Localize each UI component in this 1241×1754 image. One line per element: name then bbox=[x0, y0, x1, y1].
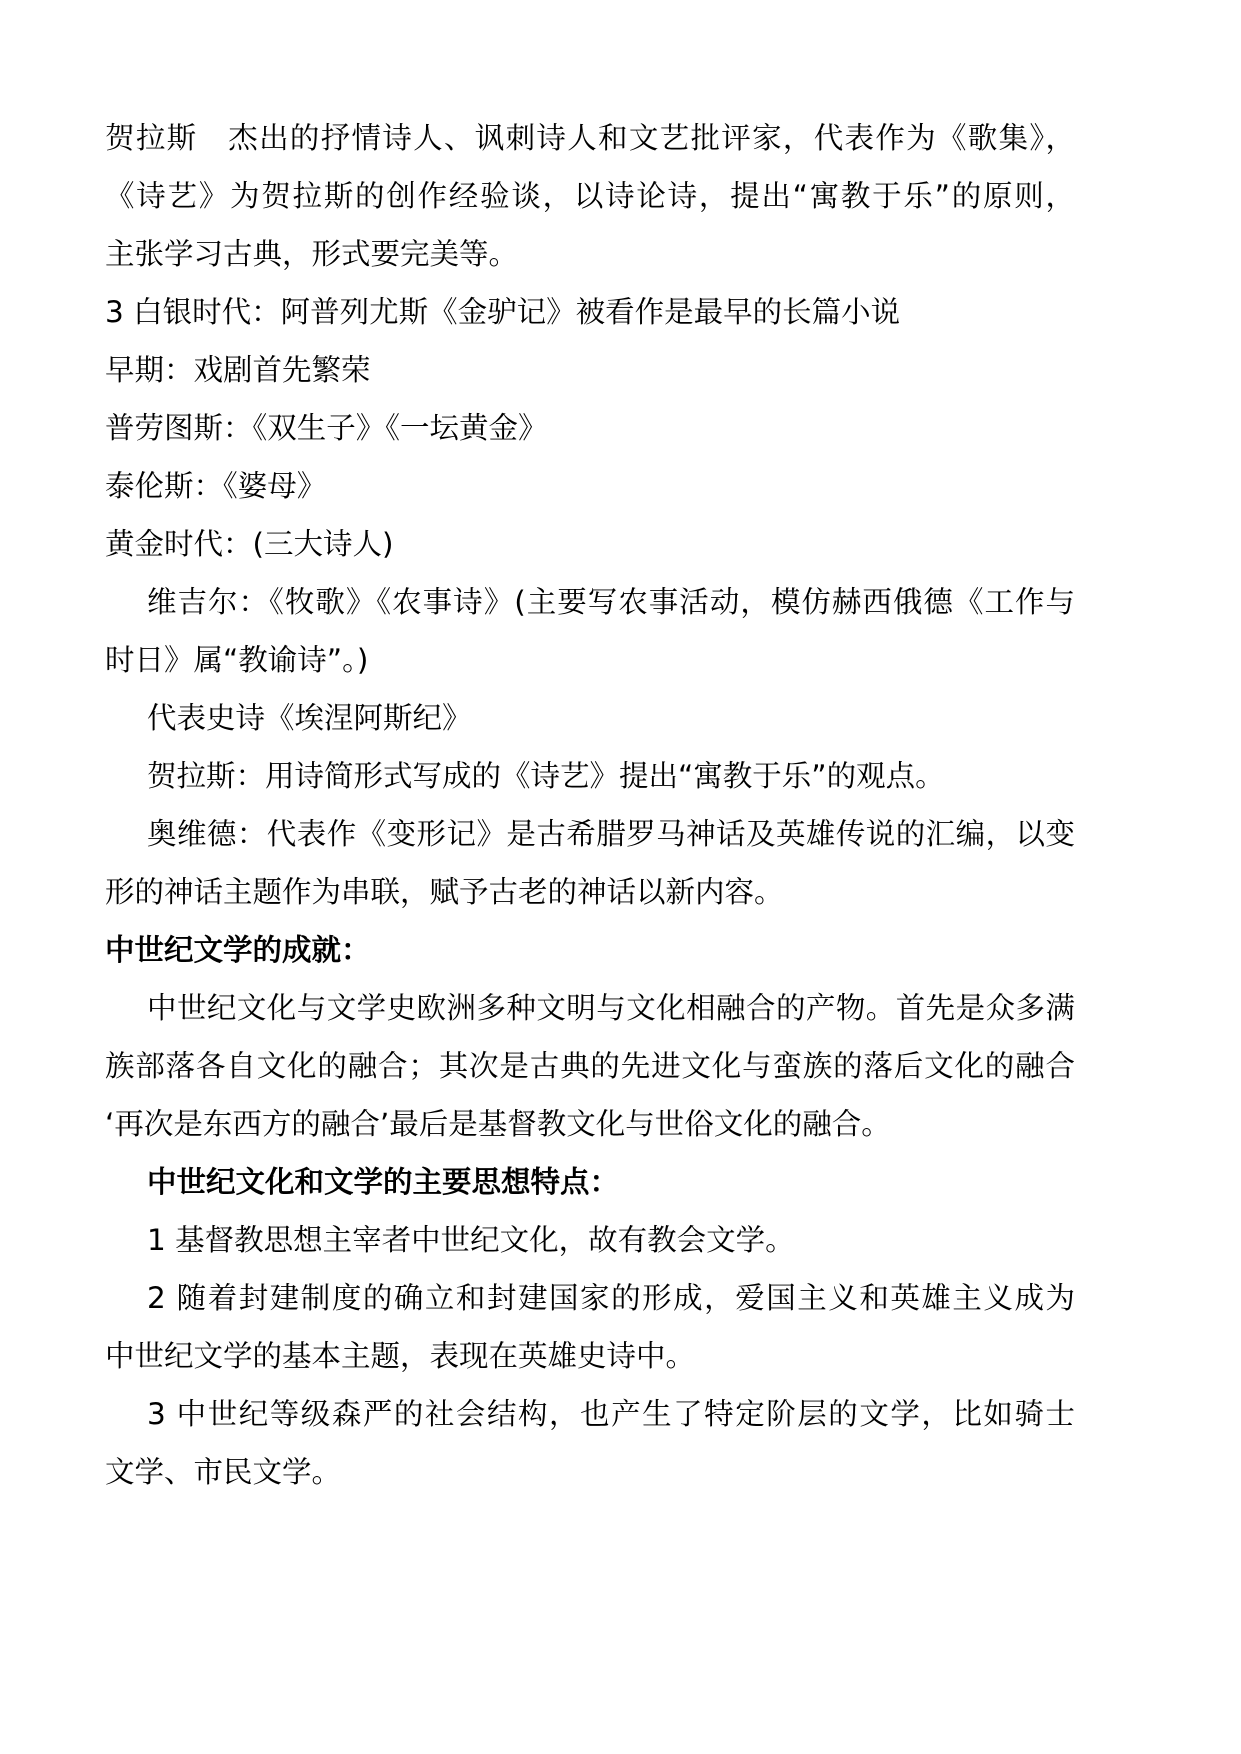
golden-age-line: 黄金时代：(三大诗人) bbox=[105, 527, 394, 561]
horace-ars-line: 贺拉斯：用诗简形式写成的《诗艺》提出“寓教于乐”的观点。 bbox=[147, 759, 945, 793]
ovid-line: 形的神话主题作为串联，赋予古老的神话以新内容。 bbox=[105, 875, 784, 909]
medieval-intro-line: 族部落各自文化的融合；其次是古典的先进文化与蛮族的落后文化的融合 bbox=[105, 1049, 1075, 1083]
features-heading: 中世纪文化和文学的主要思想特点： bbox=[147, 1165, 620, 1199]
feature-item: 文学、市民文学。 bbox=[105, 1455, 342, 1489]
ovid-line: 奥维德：代表作《变形记》是古希腊罗马神话及英雄传说的汇编，以变 bbox=[147, 817, 1075, 851]
feature-item: 1 基督教思想主宰者中世纪文化，故有教会文学。 bbox=[147, 1223, 795, 1257]
silver-age-line: 3 白银时代：阿普列尤斯《金驴记》被看作是最早的长篇小说 bbox=[105, 295, 901, 329]
virgil-epic-line: 代表史诗《埃涅阿斯纪》 bbox=[147, 701, 472, 735]
feature-item: 2 随着封建制度的确立和封建国家的形成，爱国主义和英雄主义成为 bbox=[147, 1281, 1075, 1315]
feature-item: 中世纪文学的基本主题，表现在英雄史诗中。 bbox=[105, 1339, 696, 1373]
feature-item: 3 中世纪等级森严的社会结构，也产生了特定阶层的文学，比如骑士 bbox=[147, 1397, 1075, 1431]
medieval-intro-line: 中世纪文化与文学史欧洲多种文明与文化相融合的产物。首先是众多满 bbox=[147, 991, 1075, 1025]
medieval-intro-line: ‘再次是东西方的融合’最后是基督教文化与世俗文化的融合。 bbox=[105, 1107, 891, 1141]
document-body bbox=[105, 109, 1075, 1501]
virgil-line: 时日》属“教谕诗”。) bbox=[105, 643, 369, 677]
horace-intro-line: 《诗艺》为贺拉斯的创作经验谈，以诗论诗，提出“寓教于乐”的原则， bbox=[105, 179, 1075, 213]
horace-intro-line: 主张学习古典，形式要完美等。 bbox=[105, 237, 519, 271]
horace-intro-line: 贺拉斯 杰出的抒情诗人、讽刺诗人和文艺批评家，代表作为《歌集》， bbox=[105, 121, 1075, 155]
terence-line: 泰伦斯：《婆母》 bbox=[105, 469, 327, 503]
virgil-line: 维吉尔：《牧歌》《农事诗》(主要写农事活动，模仿赫西俄德《工作与 bbox=[147, 585, 1075, 619]
medieval-section-heading: 中世纪文学的成就： bbox=[105, 933, 371, 967]
early-period-line: 早期：戏剧首先繁荣 bbox=[105, 353, 371, 387]
plautus-line: 普劳图斯：《双生子》《一坛黄金》 bbox=[105, 411, 548, 445]
